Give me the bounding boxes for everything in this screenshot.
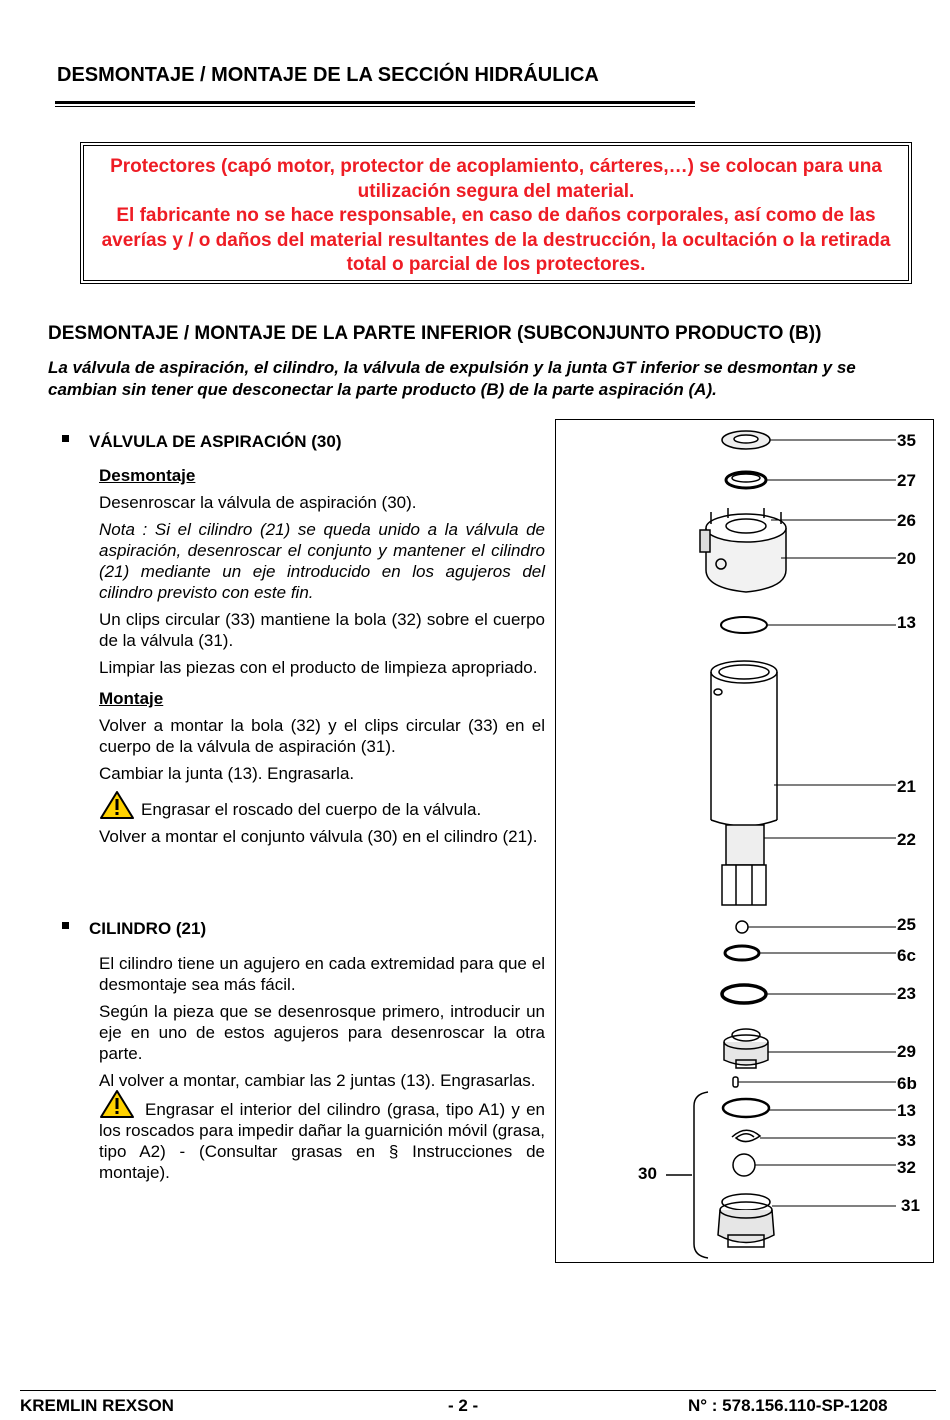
caution-row-1 xyxy=(99,790,545,820)
part-label: 13 xyxy=(897,1101,916,1120)
footer-doc-number: N° : 578.156.110-SP-1208 xyxy=(688,1396,888,1415)
bullet-square-icon xyxy=(62,435,69,442)
cylinder-heading-text: CILINDRO (21) xyxy=(89,919,207,938)
safety-warning-box xyxy=(80,142,912,284)
assembly-title: Montaje xyxy=(99,689,164,708)
cylinder-heading xyxy=(62,919,206,939)
valve-p1: Desenroscar la válvula de aspiración (30). xyxy=(99,493,417,512)
valve-p5: Cambiar la junta (13). Engrasarla. xyxy=(99,764,355,783)
cylinder-p4: Engrasar el interior del cilindro (grasa, tipo A1) y en los roscados para impedir dañar la guarnición móvil (grasa, tipo A2) - (Consultar grasas en § Instrucciones de montaje). xyxy=(99,1100,545,1182)
part-label: 33 xyxy=(897,1131,916,1150)
caution-row-2 xyxy=(99,1099,545,1183)
valve-heading-text: VÁLVULA DE ASPIRACIÓN (30) xyxy=(89,432,342,451)
section-title: DESMONTAJE / MONTAJE DE LA PARTE INFERIOR (SUBCONJUNTO PRODUCTO (B)) xyxy=(48,323,822,344)
valve-heading xyxy=(62,432,342,452)
valve-body xyxy=(99,465,545,847)
part-label: 13 xyxy=(897,613,916,632)
bullet-square-icon xyxy=(62,922,69,929)
part-label: 22 xyxy=(897,830,916,849)
page-title: DESMONTAJE / MONTAJE DE LA SECCIÓN HIDRÁULICA xyxy=(57,64,599,86)
cylinder-p3: Al volver a montar, cambiar las 2 juntas (13). Engrasarlas. xyxy=(99,1071,536,1090)
cylinder-p2: Según la pieza que se desenrosque primero, introducir un eje en uno de estos agujeros para desenroscar la otra parte. xyxy=(99,1002,545,1063)
group-label: 30 xyxy=(638,1164,657,1183)
warning-line-2: El fabricante no se hace responsable, en caso de daños corporales, así como de las averías y / o daños del material resultantes de la destrucción, la ocultación o la retirada total o parcial de los protectores. xyxy=(101,205,891,275)
part-label: 29 xyxy=(897,1042,916,1061)
valve-note: Nota : Si el cilindro (21) se queda unido a la válvula de aspiración, desenroscar el conjunto y mantener el cilindro (21) mediante un eje introducido en los agujeros del cilindro previsto con este fin. xyxy=(99,520,545,602)
footer-company: KREMLIN REXSON xyxy=(20,1396,174,1415)
cylinder-body xyxy=(99,953,545,1183)
part-label: 26 xyxy=(897,511,916,530)
title-rule xyxy=(55,101,695,104)
part-label: 23 xyxy=(897,984,916,1003)
title-rule-thin xyxy=(55,106,695,107)
footer-page-number: - 2 - xyxy=(448,1396,479,1415)
exploded-view-diagram xyxy=(555,419,934,1263)
part-label: 25 xyxy=(897,915,916,934)
valve-p2: Un clips circular (33) mantiene la bola (32) sobre el cuerpo de la válvula (31). xyxy=(99,610,545,650)
warning-line-1: Protectores (capó motor, protector de acoplamiento, cárteres,…) se colocan para una utilización segura del material. xyxy=(110,156,882,202)
part-label: 35 xyxy=(897,431,916,450)
part-label: 6c xyxy=(897,946,916,965)
cylinder-p1: El cilindro tiene un agujero en cada extremidad para que el desmontaje sea más fácil. xyxy=(99,954,545,994)
valve-p7: Volver a montar el conjunto válvula (30) en el cilindro (21). xyxy=(99,827,538,846)
valve-p4: Volver a montar la bola (32) y el clips circular (33) en el cuerpo de la válvula de aspiración (31). xyxy=(99,716,545,756)
valve-p6: Engrasar el roscado del cuerpo de la válvula. xyxy=(141,800,482,819)
disassembly-title: Desmontaje xyxy=(99,466,196,485)
part-label: 27 xyxy=(897,471,916,490)
caution-triangle-icon xyxy=(99,1089,135,1119)
footer-rule xyxy=(20,1390,936,1391)
valve-p3: Limpiar las piezas con el producto de limpieza apropriado. xyxy=(99,658,538,677)
part-label: 6b xyxy=(897,1074,917,1093)
part-label: 32 xyxy=(897,1158,916,1177)
caution-triangle-icon xyxy=(99,790,135,820)
parts-drawing xyxy=(556,420,933,1262)
part-label: 21 xyxy=(897,777,916,796)
section-intro: La válvula de aspiración, el cilindro, la válvula de expulsión y la junta GT inferior se desmontan y se cambian sin tener que desconectar la parte producto (B) de la parte aspiración (A). xyxy=(48,358,856,399)
part-label: 20 xyxy=(897,549,916,568)
part-label: 31 xyxy=(901,1196,920,1215)
